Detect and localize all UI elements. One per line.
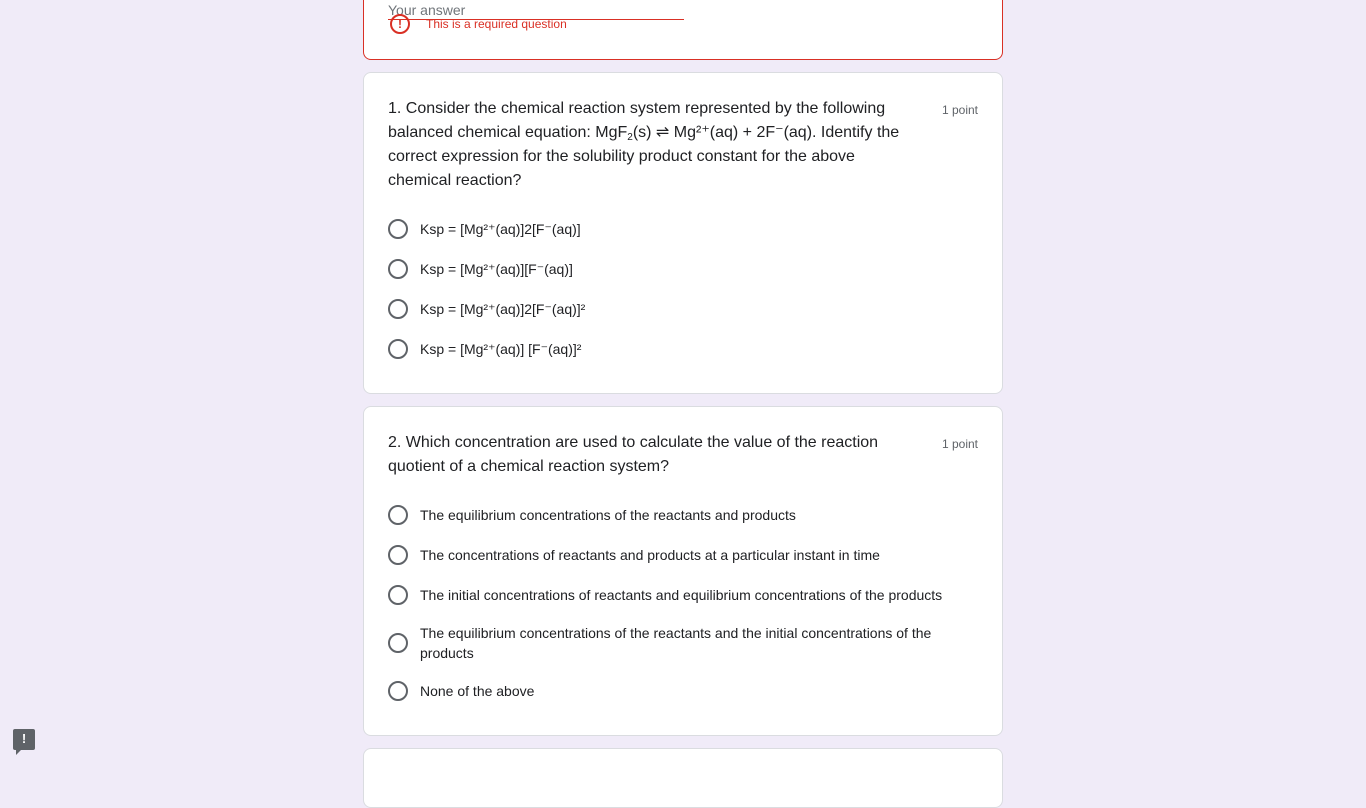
question-title: 2. Which concentration are used to calculate the value of the reaction quotient of a chemical reaction system? — [388, 434, 879, 475]
question-card-2 — [363, 406, 1003, 736]
radio-button[interactable] — [388, 219, 408, 239]
option-label[interactable]: Ksp = [Mg²⁺(aq)]2[F⁻(aq)] — [420, 221, 581, 237]
error-text: This is a required question — [426, 17, 567, 31]
radio-option[interactable] — [388, 259, 980, 279]
radio-option[interactable] — [388, 299, 980, 319]
option-label[interactable]: The initial concentrations of reactants and equilibrium concentrations of the products — [420, 587, 943, 603]
radio-button[interactable] — [388, 545, 408, 565]
radio-button[interactable] — [388, 259, 408, 279]
radio-option[interactable] — [388, 623, 980, 663]
radio-option[interactable] — [388, 585, 980, 605]
previous-question-card — [363, 0, 1003, 60]
option-label[interactable]: Ksp = [Mg²⁺(aq)] [F⁻(aq)]² — [420, 341, 582, 357]
report-feedback-icon[interactable]: ! — [13, 729, 35, 750]
radio-option[interactable] — [388, 339, 980, 359]
radio-button[interactable] — [388, 299, 408, 319]
radio-button[interactable] — [388, 339, 408, 359]
question-title: 1. Consider the chemical reaction system represented by the following balanced chemical equation: MgF$_2$(s) ⇌ Mg²⁺(aq) + 2F⁻(aq). Identify the correct expression for the solubility product constant for the above chemical reaction? — [388, 100, 900, 189]
option-label[interactable]: Ksp = [Mg²⁺(aq)][F⁻(aq)] — [420, 261, 573, 277]
radio-button[interactable] — [388, 633, 408, 653]
option-label[interactable]: None of the above — [420, 683, 535, 699]
option-label[interactable]: The equilibrium concentrations of the reactants and the initial concentrations of the products — [420, 625, 932, 661]
question-points: 1 point — [941, 437, 978, 451]
radio-option[interactable] — [388, 505, 980, 525]
radio-option[interactable] — [388, 545, 980, 565]
radio-button[interactable] — [388, 585, 408, 605]
error-message — [390, 14, 567, 34]
option-label[interactable]: Ksp = [Mg²⁺(aq)]2[F⁻(aq)]² — [420, 301, 586, 317]
next-question-card — [363, 748, 1003, 808]
option-label[interactable]: The equilibrium concentrations of the reactants and products — [420, 507, 796, 523]
question-points: 1 point — [941, 103, 978, 117]
radio-option[interactable] — [388, 681, 980, 701]
radio-option[interactable] — [388, 219, 980, 239]
question-card-1 — [363, 72, 1003, 394]
radio-button[interactable] — [388, 681, 408, 701]
error-icon: ! — [390, 14, 410, 34]
option-label[interactable]: The concentrations of reactants and products at a particular instant in time — [420, 547, 880, 563]
radio-button[interactable] — [388, 505, 408, 525]
